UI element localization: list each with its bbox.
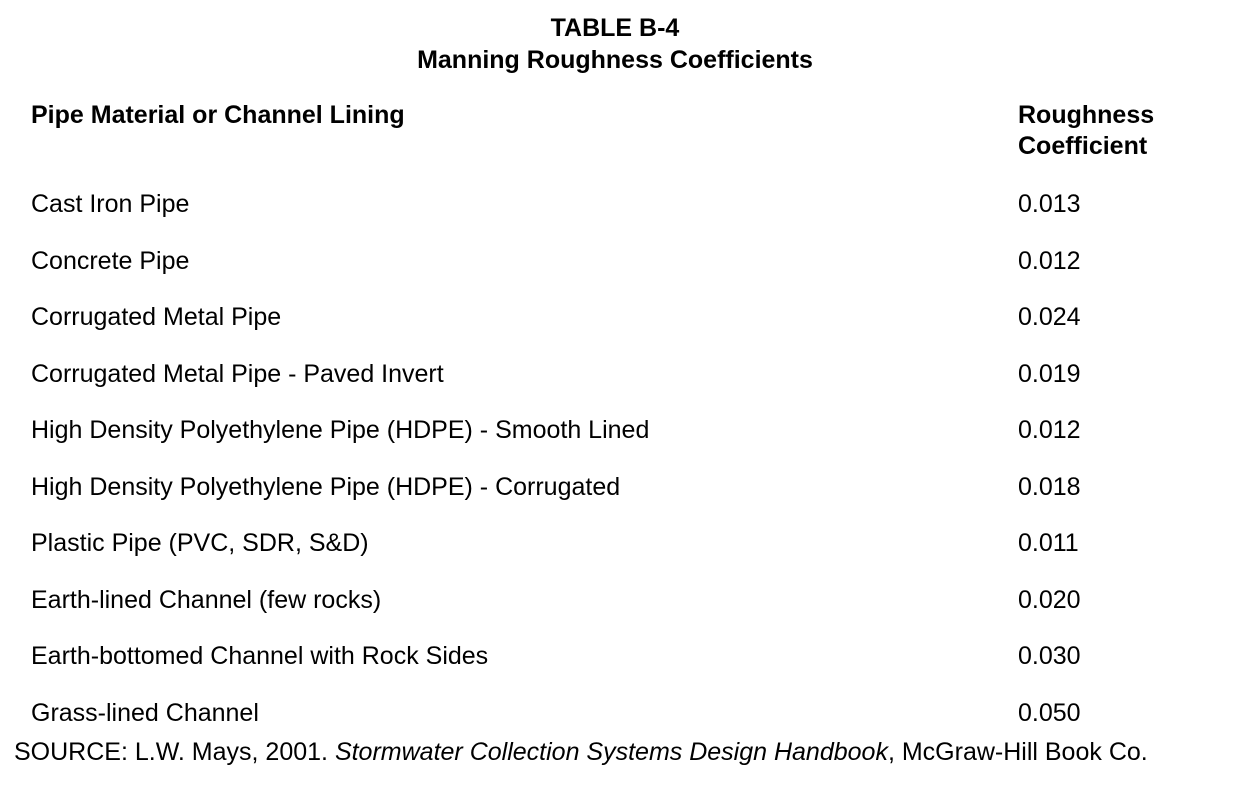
table-row bbox=[31, 468, 1231, 525]
row-coefficient: 0.018 bbox=[1018, 472, 1081, 501]
row-coefficient: 0.011 bbox=[1018, 529, 1079, 557]
table-caption: Manning Roughness Coefficients bbox=[417, 46, 813, 74]
row-material: Concrete Pipe bbox=[31, 246, 190, 275]
row-coefficient: 0.024 bbox=[1018, 303, 1081, 331]
table-row bbox=[31, 355, 1231, 412]
table-number: TABLE B-4 bbox=[550, 14, 680, 42]
row-material: Cast Iron Pipe bbox=[31, 190, 190, 218]
table-row bbox=[31, 411, 1231, 468]
row-material: Corrugated Metal Pipe - Paved Invert bbox=[31, 359, 444, 388]
row-material: Earth-bottomed Channel with Rock Sides bbox=[31, 642, 489, 670]
table-row bbox=[31, 581, 1231, 638]
row-coefficient: 0.012 bbox=[1018, 416, 1081, 444]
row-coefficient: 0.012 bbox=[1018, 246, 1081, 275]
table-row bbox=[31, 637, 1231, 694]
source-book-title: Stormwater Collection Systems Design Handbook bbox=[334, 738, 888, 766]
table-row bbox=[31, 524, 1231, 581]
row-material: High Density Polyethylene Pipe (HDPE) - Corrugated bbox=[31, 472, 621, 501]
header-coefficient-line1: Roughness bbox=[1018, 101, 1155, 129]
row-material: Plastic Pipe (PVC, SDR, S&D) bbox=[31, 529, 369, 557]
table-row bbox=[31, 298, 1231, 355]
source-suffix: , McGraw-Hill Book Co. bbox=[887, 738, 1148, 766]
row-coefficient: 0.019 bbox=[1018, 359, 1081, 388]
source-note bbox=[14, 736, 1229, 768]
header-coefficient bbox=[1018, 100, 1154, 162]
row-material: High Density Polyethylene Pipe (HDPE) - Smooth Lined bbox=[31, 416, 650, 444]
row-coefficient: 0.020 bbox=[1018, 585, 1081, 614]
row-material: Grass-lined Channel bbox=[31, 698, 259, 727]
table-row bbox=[31, 242, 1231, 299]
row-material: Earth-lined Channel (few rocks) bbox=[31, 585, 382, 614]
table-row bbox=[31, 185, 1231, 242]
table-title bbox=[0, 12, 1230, 76]
row-material: Corrugated Metal Pipe bbox=[31, 303, 282, 331]
row-coefficient: 0.050 bbox=[1018, 698, 1081, 727]
header-material: Pipe Material or Channel Lining bbox=[31, 101, 405, 129]
header-coefficient-line2: Coefficient bbox=[1018, 132, 1148, 160]
table-body bbox=[31, 185, 1231, 750]
row-coefficient: 0.013 bbox=[1018, 190, 1081, 218]
row-coefficient: 0.030 bbox=[1018, 642, 1081, 670]
source-prefix: SOURCE: L.W. Mays, 2001. bbox=[14, 738, 335, 766]
